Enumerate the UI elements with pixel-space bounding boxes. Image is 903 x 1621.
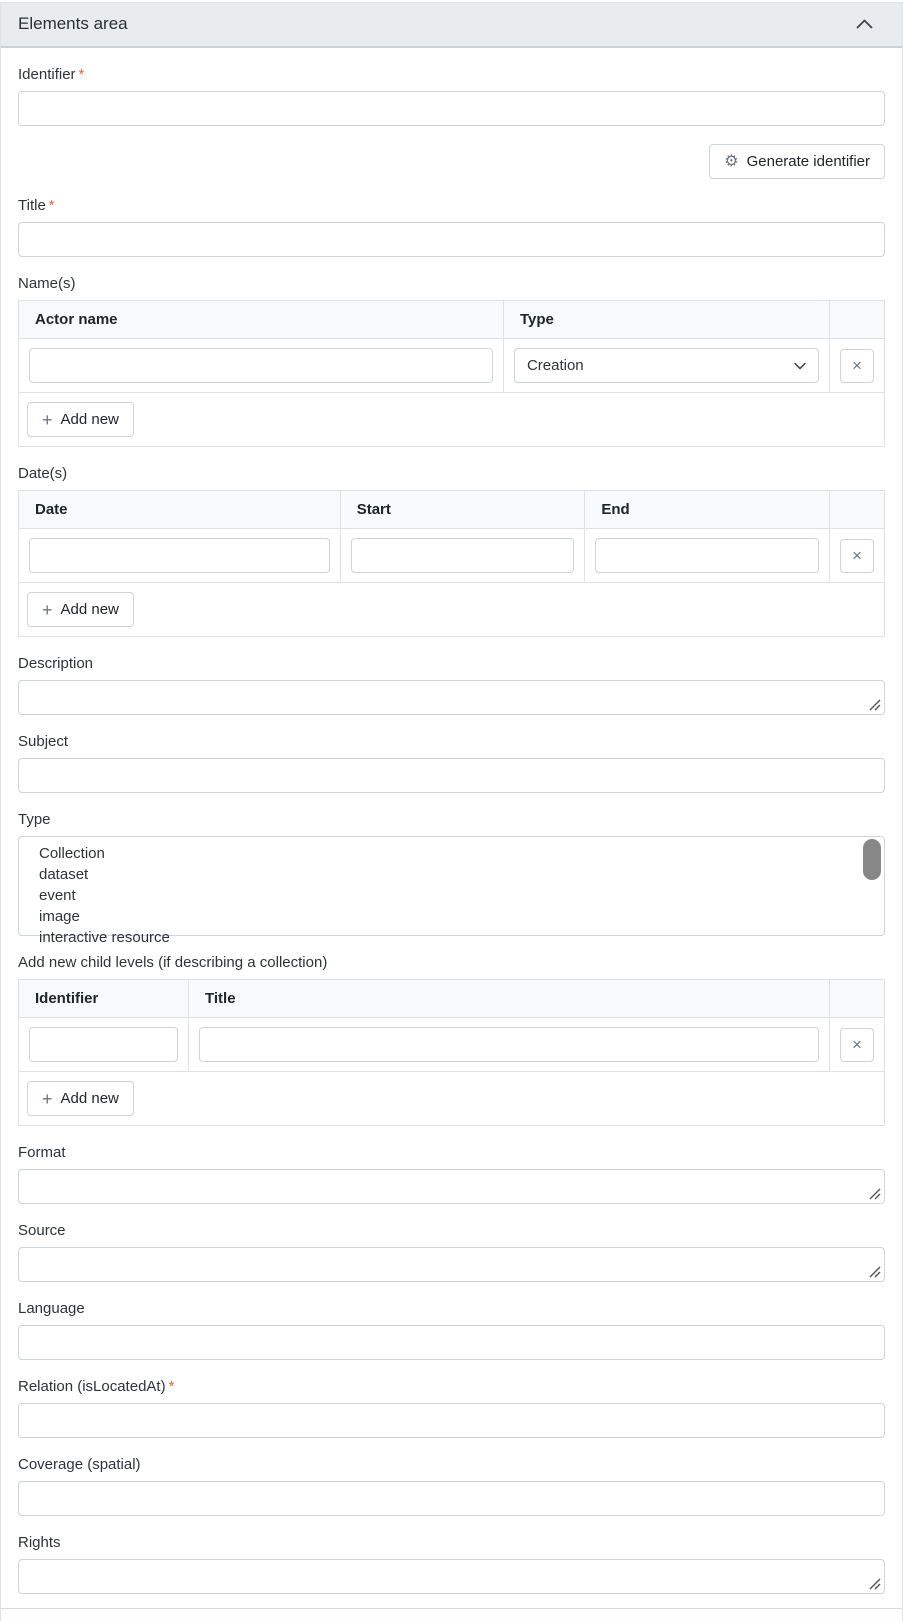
add-new-label: Add new [60,601,119,618]
source-group [18,1222,885,1282]
plus-icon: + [42,599,53,620]
close-icon: × [852,546,862,565]
dates-table [18,490,885,637]
panel-title: Elements area [18,14,128,33]
subject-label: Subject [18,733,69,750]
close-icon: × [852,356,862,375]
dates-footer-row [19,583,885,637]
format-textarea[interactable] [18,1169,885,1204]
type-option-interactive-resource[interactable]: interactive resource [39,929,170,946]
dates-add-new-button[interactable] [27,592,134,627]
type-option-event[interactable]: event [39,887,76,904]
generate-identifier-button[interactable] [709,144,885,179]
required-asterisk: * [48,197,55,214]
names-table [18,300,885,447]
dates-header-row [19,491,885,529]
resize-handle-icon[interactable] [867,697,881,711]
names-footer-row [19,393,885,447]
names-row [19,339,885,393]
child-levels-row [19,1018,885,1072]
type-listbox[interactable] [18,836,885,946]
names-header-row [19,301,885,339]
type-option-dataset[interactable]: dataset [39,866,89,883]
description-group [18,655,885,715]
dates-delete-button[interactable] [840,539,874,573]
generate-identifier-label: Generate identifier [746,153,870,170]
required-asterisk: * [78,66,85,83]
description-label: Description [18,655,94,672]
format-group [18,1144,885,1204]
child-title-input[interactable] [199,1027,819,1062]
relation-label: Relation (isLocatedAt) * [18,1378,175,1395]
dates-col-end: End [585,491,830,529]
title-group [18,197,885,257]
gear-icon: ⚙ [724,152,739,170]
child-levels-table [18,979,885,1126]
actor-name-input[interactable] [29,348,493,383]
identifier-group [18,66,885,126]
plus-icon: + [42,1088,53,1109]
child-levels-label: Add new child levels (if describing a collection) [18,954,328,971]
type-label: Type [18,811,51,828]
chevron-down-icon [794,357,806,374]
add-new-label: Add new [60,411,119,428]
dates-col-actions [830,491,885,529]
child-levels-group [18,954,885,1126]
required-asterisk: * [168,1378,175,1395]
generate-identifier-row [18,144,885,179]
dates-col-date: Date [19,491,341,529]
identifier-input[interactable] [18,91,885,126]
child-identifier-input[interactable] [29,1027,178,1062]
child-col-actions [830,980,885,1018]
child-levels-add-new-button[interactable] [27,1081,134,1116]
chevron-up-icon [856,19,885,29]
type-option-collection[interactable]: Collection [39,845,105,862]
coverage-group [18,1456,885,1516]
names-col-actor-name: Actor name [19,301,504,339]
rights-label: Rights [18,1534,61,1551]
language-group [18,1300,885,1360]
language-label: Language [18,1300,85,1317]
child-levels-delete-button[interactable] [840,1028,874,1062]
dates-col-start: Start [340,491,585,529]
relation-group [18,1378,885,1438]
description-textarea[interactable] [18,680,885,715]
type-option-image[interactable]: image [39,908,80,925]
title-input[interactable] [18,222,885,257]
rights-textarea[interactable] [18,1559,885,1594]
resize-handle-icon[interactable] [867,1186,881,1200]
names-group [18,275,885,447]
subject-group [18,733,885,793]
add-new-label: Add new [60,1090,119,1107]
date-end-input[interactable] [595,538,819,573]
names-delete-button[interactable] [840,349,874,383]
title-label: Title * [18,197,55,214]
close-icon: × [852,1035,862,1054]
names-label: Name(s) [18,275,76,292]
plus-icon: + [42,409,53,430]
names-col-type: Type [503,301,829,339]
rights-group [18,1534,885,1594]
next-section-stub [0,1609,903,1621]
name-type-select[interactable] [514,348,819,383]
source-textarea[interactable] [18,1247,885,1282]
source-label: Source [18,1222,66,1239]
name-type-selected-value: Creation [526,357,584,374]
subject-input[interactable] [18,758,885,793]
resize-handle-icon[interactable] [867,1264,881,1278]
dates-row [19,529,885,583]
identifier-label: Identifier * [18,66,85,83]
coverage-input[interactable] [18,1481,885,1516]
dates-label: Date(s) [18,465,68,482]
date-input[interactable] [29,538,330,573]
coverage-label: Coverage (spatial) [18,1456,141,1473]
elements-area-body [1,48,902,1608]
elements-area-panel [0,2,903,1609]
resize-handle-icon[interactable] [867,1576,881,1590]
child-levels-footer-row [19,1072,885,1126]
child-col-identifier: Identifier [19,980,189,1018]
format-label: Format [18,1144,66,1161]
type-group [18,811,885,946]
names-add-new-button[interactable] [27,402,134,437]
date-start-input[interactable] [351,538,575,573]
relation-input[interactable] [18,1403,885,1438]
child-levels-header-row [19,980,885,1018]
child-col-title: Title [189,980,830,1018]
names-col-actions [830,301,885,339]
elements-area-header[interactable] [1,3,902,48]
language-input[interactable] [18,1325,885,1360]
scrollbar-thumb[interactable] [863,839,881,880]
dates-group [18,465,885,637]
